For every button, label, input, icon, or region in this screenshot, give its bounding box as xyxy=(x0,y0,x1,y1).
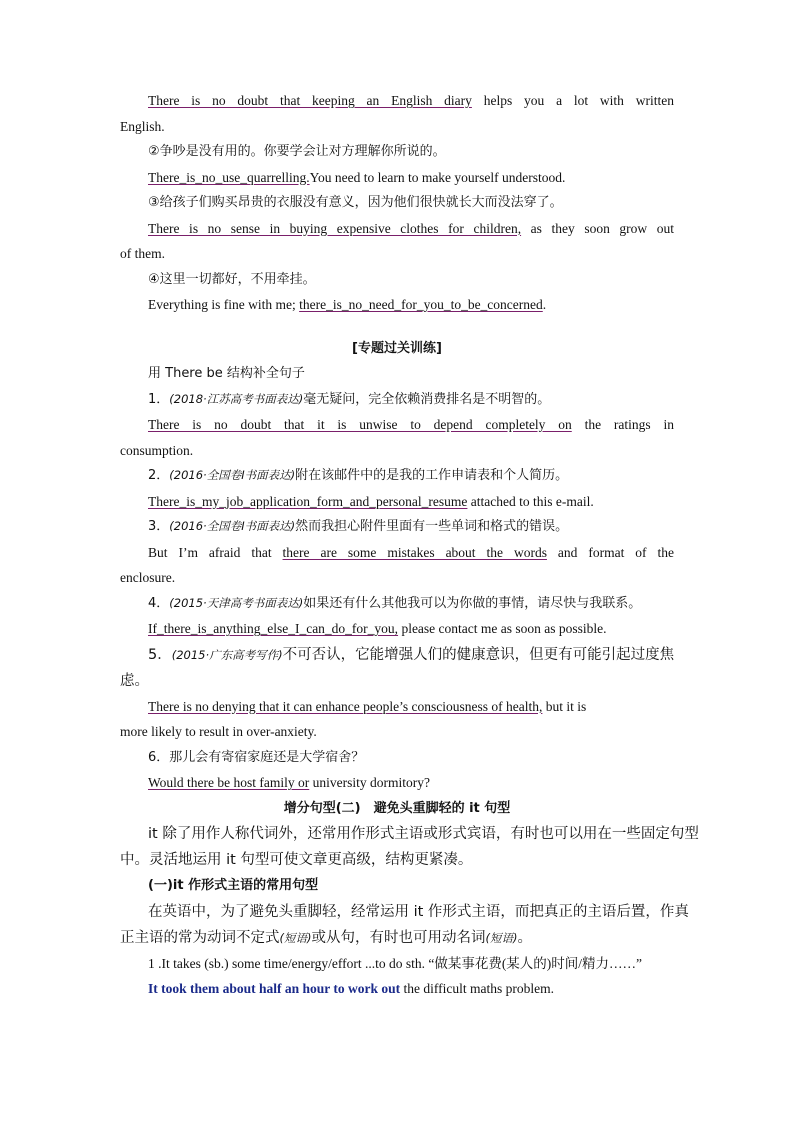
example-1-english: There is no doubt that keeping an English diary helps you a lot with written xyxy=(148,93,674,108)
question-source: (2015·天津高考书面表达) xyxy=(169,595,304,610)
answer-underline: There is no sense in buying expensive clothes for children, xyxy=(148,220,522,236)
question-4: 4．(2015·天津高考书面表达)如果还有什么其他我可以为你做的事情，请尽快与我联系。 xyxy=(148,595,642,611)
subsection-1-title: (一)it 作形式主语的常用句型 xyxy=(148,878,319,893)
example-4-english: Everything is fine with me; there_is_no_need_for_you_to_be_concerned. xyxy=(148,297,547,312)
answer-underline: there_is_no_need_for_you_to_be_concerned xyxy=(299,297,543,312)
example-3-chinese: ③给孩子们购买昂贵的衣服没有意义，因为他们很快就长大而没法穿了。 xyxy=(148,195,563,210)
answer-6: Would there be host family or university dormitory? xyxy=(148,775,430,790)
example-highlight: It took them about half an hour to work out xyxy=(148,981,401,996)
question-source: (2015·广东高考写作) xyxy=(171,647,283,662)
answer-3: But I’m afraid that there are some mistakes about the words and format of the xyxy=(148,544,675,560)
example-3-english-cont: of them. xyxy=(120,246,165,261)
section-2-para-2-cont: 正主语的常为动词不定式(短语)或从句，有时也可用动名词(短语)。 xyxy=(120,929,532,946)
question-6: 6．那儿会有寄宿家庭还是大学宿舍？ xyxy=(148,749,365,765)
question-1: 1．(2018·江苏高考书面表达)毫无疑问，完全依赖消费排名是不明智的。 xyxy=(148,391,551,407)
practice-instruction: 用 There be 结构补全句子 xyxy=(148,366,305,381)
answer-1: There is no doubt that it is unwise to depend completely on the ratings in xyxy=(148,417,674,432)
answer-underline: There is no denying that it can enhance people’s consciousness of health, xyxy=(148,698,543,714)
section-2-para-1: it 除了用作人称代词外，还常用作形式主语或形式宾语，有时也可以用在一些固定句型 xyxy=(148,826,699,842)
question-source: (2016·全国卷Ⅰ书面表达) xyxy=(169,468,296,482)
answer-2: There_is_my_job_application_form_and_personal_resume attached to this e-mail. xyxy=(148,493,594,509)
section-2-title: 增分句型(二) 避免头重脚轻的 it 句型 xyxy=(283,800,511,816)
pattern-1: 1 .It takes (sb.) some time/energy/effort ...to do sth. “做某事花费(某人的)时间/精力……” xyxy=(148,955,643,971)
example-1-english-cont: English. xyxy=(120,118,165,134)
question-2: 2．(2016·全国卷Ⅰ书面表达)附在该邮件中的是我的工作申请表和个人简历。 xyxy=(148,468,569,483)
answer-underline: There_is_my_job_application_form_and_personal_resume xyxy=(148,493,468,509)
example-3-english: There is no sense in buying expensive clothes for children, as they soon grow out xyxy=(148,220,674,236)
section-2-para-2: 在英语中，为了避免头重脚轻，经常运用 it 作形式主语，而把真正的主语后置，作真 xyxy=(148,903,689,920)
question-3: 3．(2016·全国卷Ⅰ书面表达)然而我担心附件里面有一些单词和格式的错误。 xyxy=(148,519,569,534)
answer-underline: If_there_is_anything_else_I_can_do_for_you, xyxy=(148,621,399,636)
answer-5: There is no denying that it can enhance people’s consciousness of health, but it is xyxy=(148,698,587,714)
answer-1-cont: consumption. xyxy=(120,442,194,458)
answer-underline: there are some mistakes about the words xyxy=(282,544,547,560)
question-source: (2016·全国卷Ⅰ书面表达) xyxy=(169,519,296,533)
answer-3-cont: enclosure. xyxy=(120,570,176,585)
answer-underline: There_is_no_use_quarrelling. xyxy=(148,169,310,185)
answer-4: If_there_is_anything_else_I_can_do_for_you, please contact me as soon as possible. xyxy=(148,621,607,636)
section-2-para-1-cont: 中。灵活地运用 it 句型可使文章更高级，结构更紧凑。 xyxy=(120,852,473,868)
answer-underline: Would there be host family or xyxy=(148,775,310,790)
question-source: (2018·江苏高考书面表达) xyxy=(169,391,304,406)
pattern-1-example: It took them about half an hour to work out the difficult maths problem. xyxy=(148,981,555,996)
answer-5-cont: more likely to result in over-anxiety. xyxy=(120,724,317,739)
example-4-chinese: ④这里一切都好，不用牵挂。 xyxy=(148,271,316,287)
example-2-chinese: ②争吵是没有用的。你要学会让对方理解你所说的。 xyxy=(148,144,446,159)
question-5-cont: 虑。 xyxy=(120,672,149,689)
example-2-english: There_is_no_use_quarrelling.You need to learn to make yourself understood. xyxy=(148,169,566,185)
answer-underline: There is no doubt that it is unwise to depend completely on xyxy=(148,417,572,432)
document-page xyxy=(120,88,699,1002)
answer-underline: There is no doubt that keeping an English diary xyxy=(148,93,472,108)
question-5: 5．(2015·广东高考写作)不可否认，它能增强人们的健康意识，但更有可能引起过度焦 xyxy=(148,646,675,663)
practice-title: [专题过关训练] xyxy=(352,340,442,356)
